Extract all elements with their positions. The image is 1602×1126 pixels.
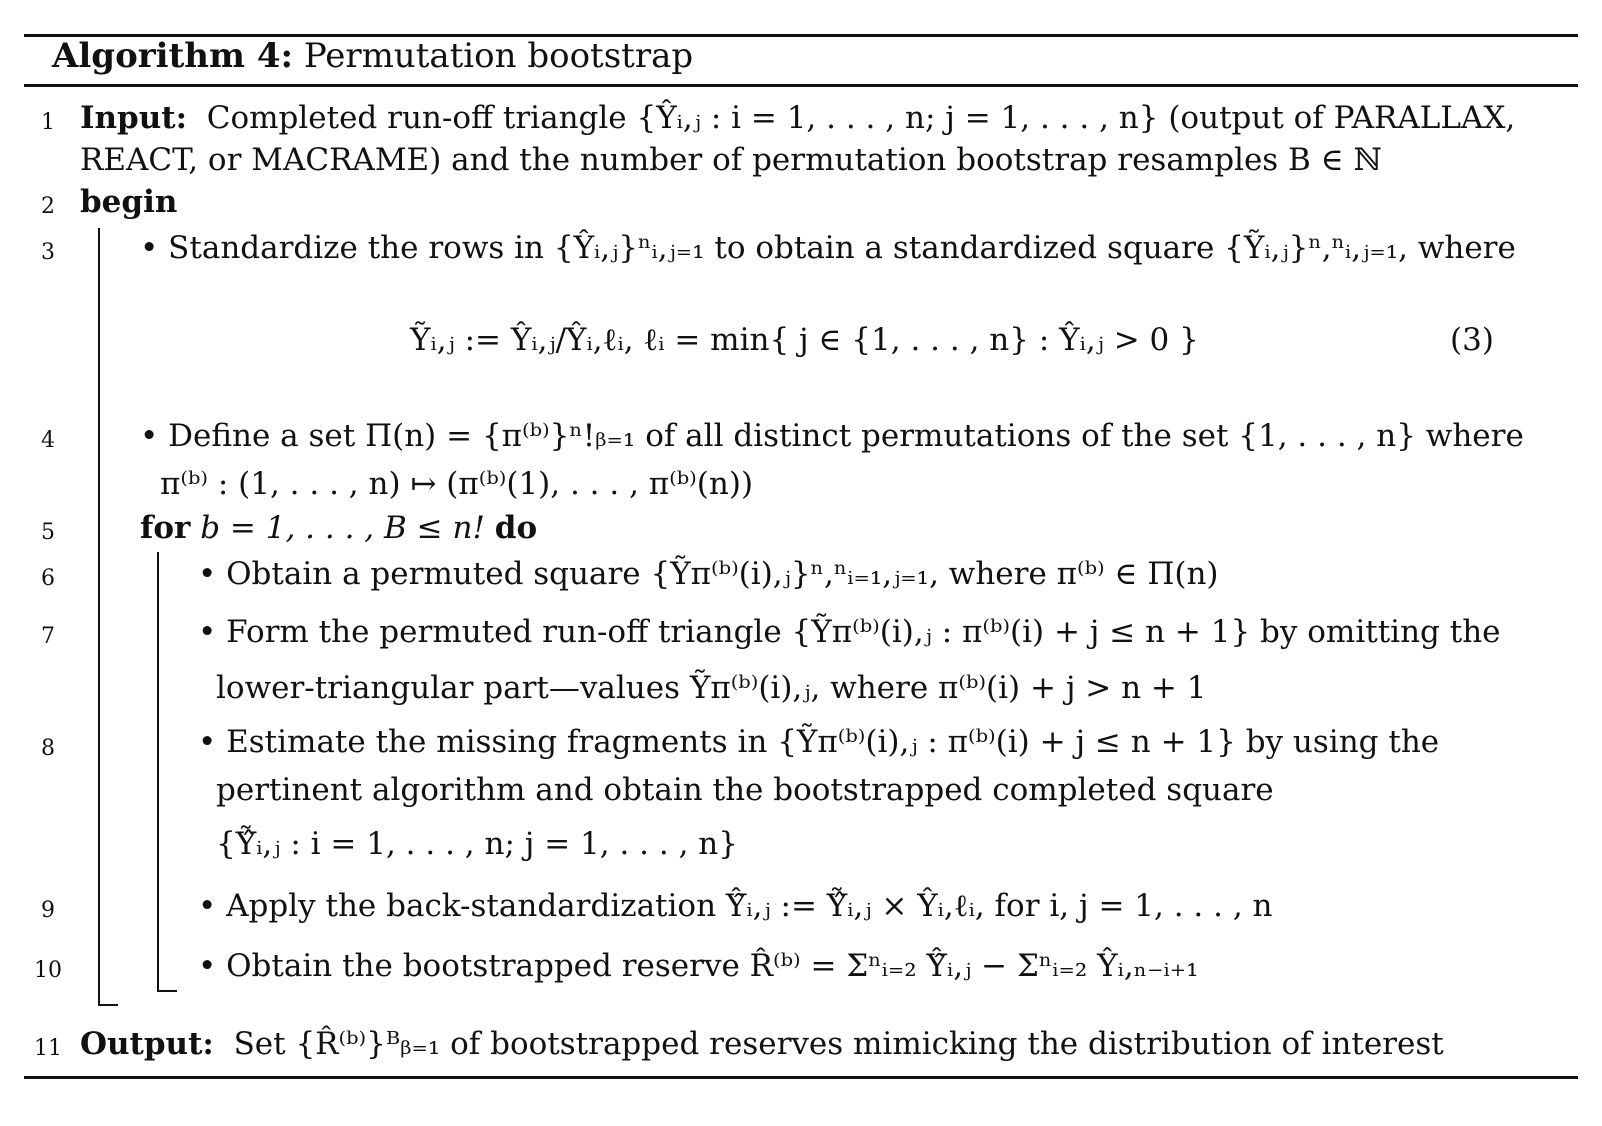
do-keyword: do	[494, 510, 538, 546]
input-keyword: Input:	[80, 100, 188, 136]
algorithm-line: • Estimate the missing fragments in {Ỹπ⁽ᵇ⁾(i),ⱼ : π⁽ᵇ⁾(i) + j ≤ n + 1} by using the	[198, 724, 1440, 760]
algorithm-line: {Ỹ̂ᵢ,ⱼ : i = 1, . . . , n; j = 1, . . . , n}	[216, 826, 738, 862]
line-number: 8	[41, 736, 55, 761]
algorithm-line: π⁽ᵇ⁾ : (1, . . . , n) ↦ (π⁽ᵇ⁾(1), . . . , π⁽ᵇ⁾(n))	[160, 466, 754, 502]
algorithm-line: • Obtain a permuted square {Ỹπ⁽ᵇ⁾(i),ⱼ}ⁿ,ⁿᵢ₌₁,ⱼ₌₁, where π⁽ᵇ⁾ ∈ Π(n)	[198, 556, 1219, 592]
algorithm-title	[52, 36, 693, 76]
equation-number: (3)	[1450, 322, 1494, 358]
algorithm-line: • Standardize the rows in {Ŷᵢ,ⱼ}ⁿᵢ,ⱼ₌₁ to obtain a standardized square {Ỹᵢ,ⱼ}ⁿ,ⁿᵢ,ⱼ₌₁, where	[140, 230, 1516, 266]
title-rule	[24, 84, 1578, 87]
algorithm-line: pertinent algorithm and obtain the bootstrapped completed square	[216, 772, 1274, 808]
algorithm-line: Output: Set {R̂⁽ᵇ⁾}ᴮᵦ₌₁ of bootstrapped reserves mimicking the distribution of interest	[80, 1026, 1444, 1062]
line-number: 1	[41, 110, 55, 135]
line-number: 7	[41, 624, 55, 649]
begin-scope-end	[98, 1004, 118, 1006]
algorithm-line: • Define a set Π(n) = {π⁽ᵇ⁾}ⁿ!ᵦ₌₁ of all distinct permutations of the set {1, . . . , n} where	[140, 418, 1524, 454]
begin-scope-line	[98, 228, 100, 1004]
algorithm-line: • Form the permuted run-off triangle {Ỹπ⁽ᵇ⁾(i),ⱼ : π⁽ᵇ⁾(i) + j ≤ n + 1} by omitting the	[198, 614, 1501, 650]
line-number: 6	[41, 566, 55, 591]
line-number: 9	[41, 898, 55, 923]
algorithm-line: • Apply the back-standardization Ŷ̂ᵢ,ⱼ := Ỹ̂ᵢ,ⱼ × Ŷᵢ,ℓᵢ, for i, j = 1, . . . , n	[198, 888, 1273, 924]
bottom-rule	[24, 1076, 1578, 1079]
algorithm-line: • Obtain the bootstrapped reserve R̂⁽ᵇ⁾ = Σⁿᵢ₌₂ Ŷ̂ᵢ,ⱼ − Σⁿᵢ₌₂ Ŷᵢ,ₙ₋ᵢ₊₁	[198, 948, 1199, 984]
line-number: 4	[41, 428, 55, 453]
algorithm-line: REACT, or MACRAME) and the number of permutation bootstrap resamples B ∈ ℕ	[80, 142, 1382, 178]
for-scope-line	[157, 552, 159, 990]
algorithm-line: Input: Completed run-off triangle {Ŷᵢ,ⱼ : i = 1, . . . , n; j = 1, . . . , n} (output of PARALLAX,	[80, 100, 1516, 136]
for-scope-end	[157, 990, 177, 992]
for-keyword: for	[140, 510, 191, 546]
algorithm-name: Permutation bootstrap	[303, 36, 694, 76]
algorithm-line: lower-triangular part—values Ỹπ⁽ᵇ⁾(i),ⱼ, where π⁽ᵇ⁾(i) + j > n + 1	[216, 670, 1207, 706]
begin-keyword: begin	[80, 184, 178, 220]
line-number: 5	[41, 520, 55, 545]
algorithm-label: Algorithm 4:	[52, 36, 294, 76]
line-number: 11	[34, 1036, 62, 1061]
line-number: 10	[34, 958, 62, 983]
line-number: 3	[41, 240, 55, 265]
algorithm-line	[80, 180, 177, 224]
algorithm-line: for b = 1, . . . , B ≤ n! do	[140, 510, 538, 546]
output-keyword: Output:	[80, 1026, 214, 1062]
line-number: 2	[41, 194, 55, 219]
equation-3: Ỹᵢ,ⱼ := Ŷᵢ,ⱼ/Ŷᵢ,ℓᵢ, ℓᵢ = min{ j ∈ {1, . . . , n} : Ŷᵢ,ⱼ > 0 }	[410, 322, 1199, 358]
